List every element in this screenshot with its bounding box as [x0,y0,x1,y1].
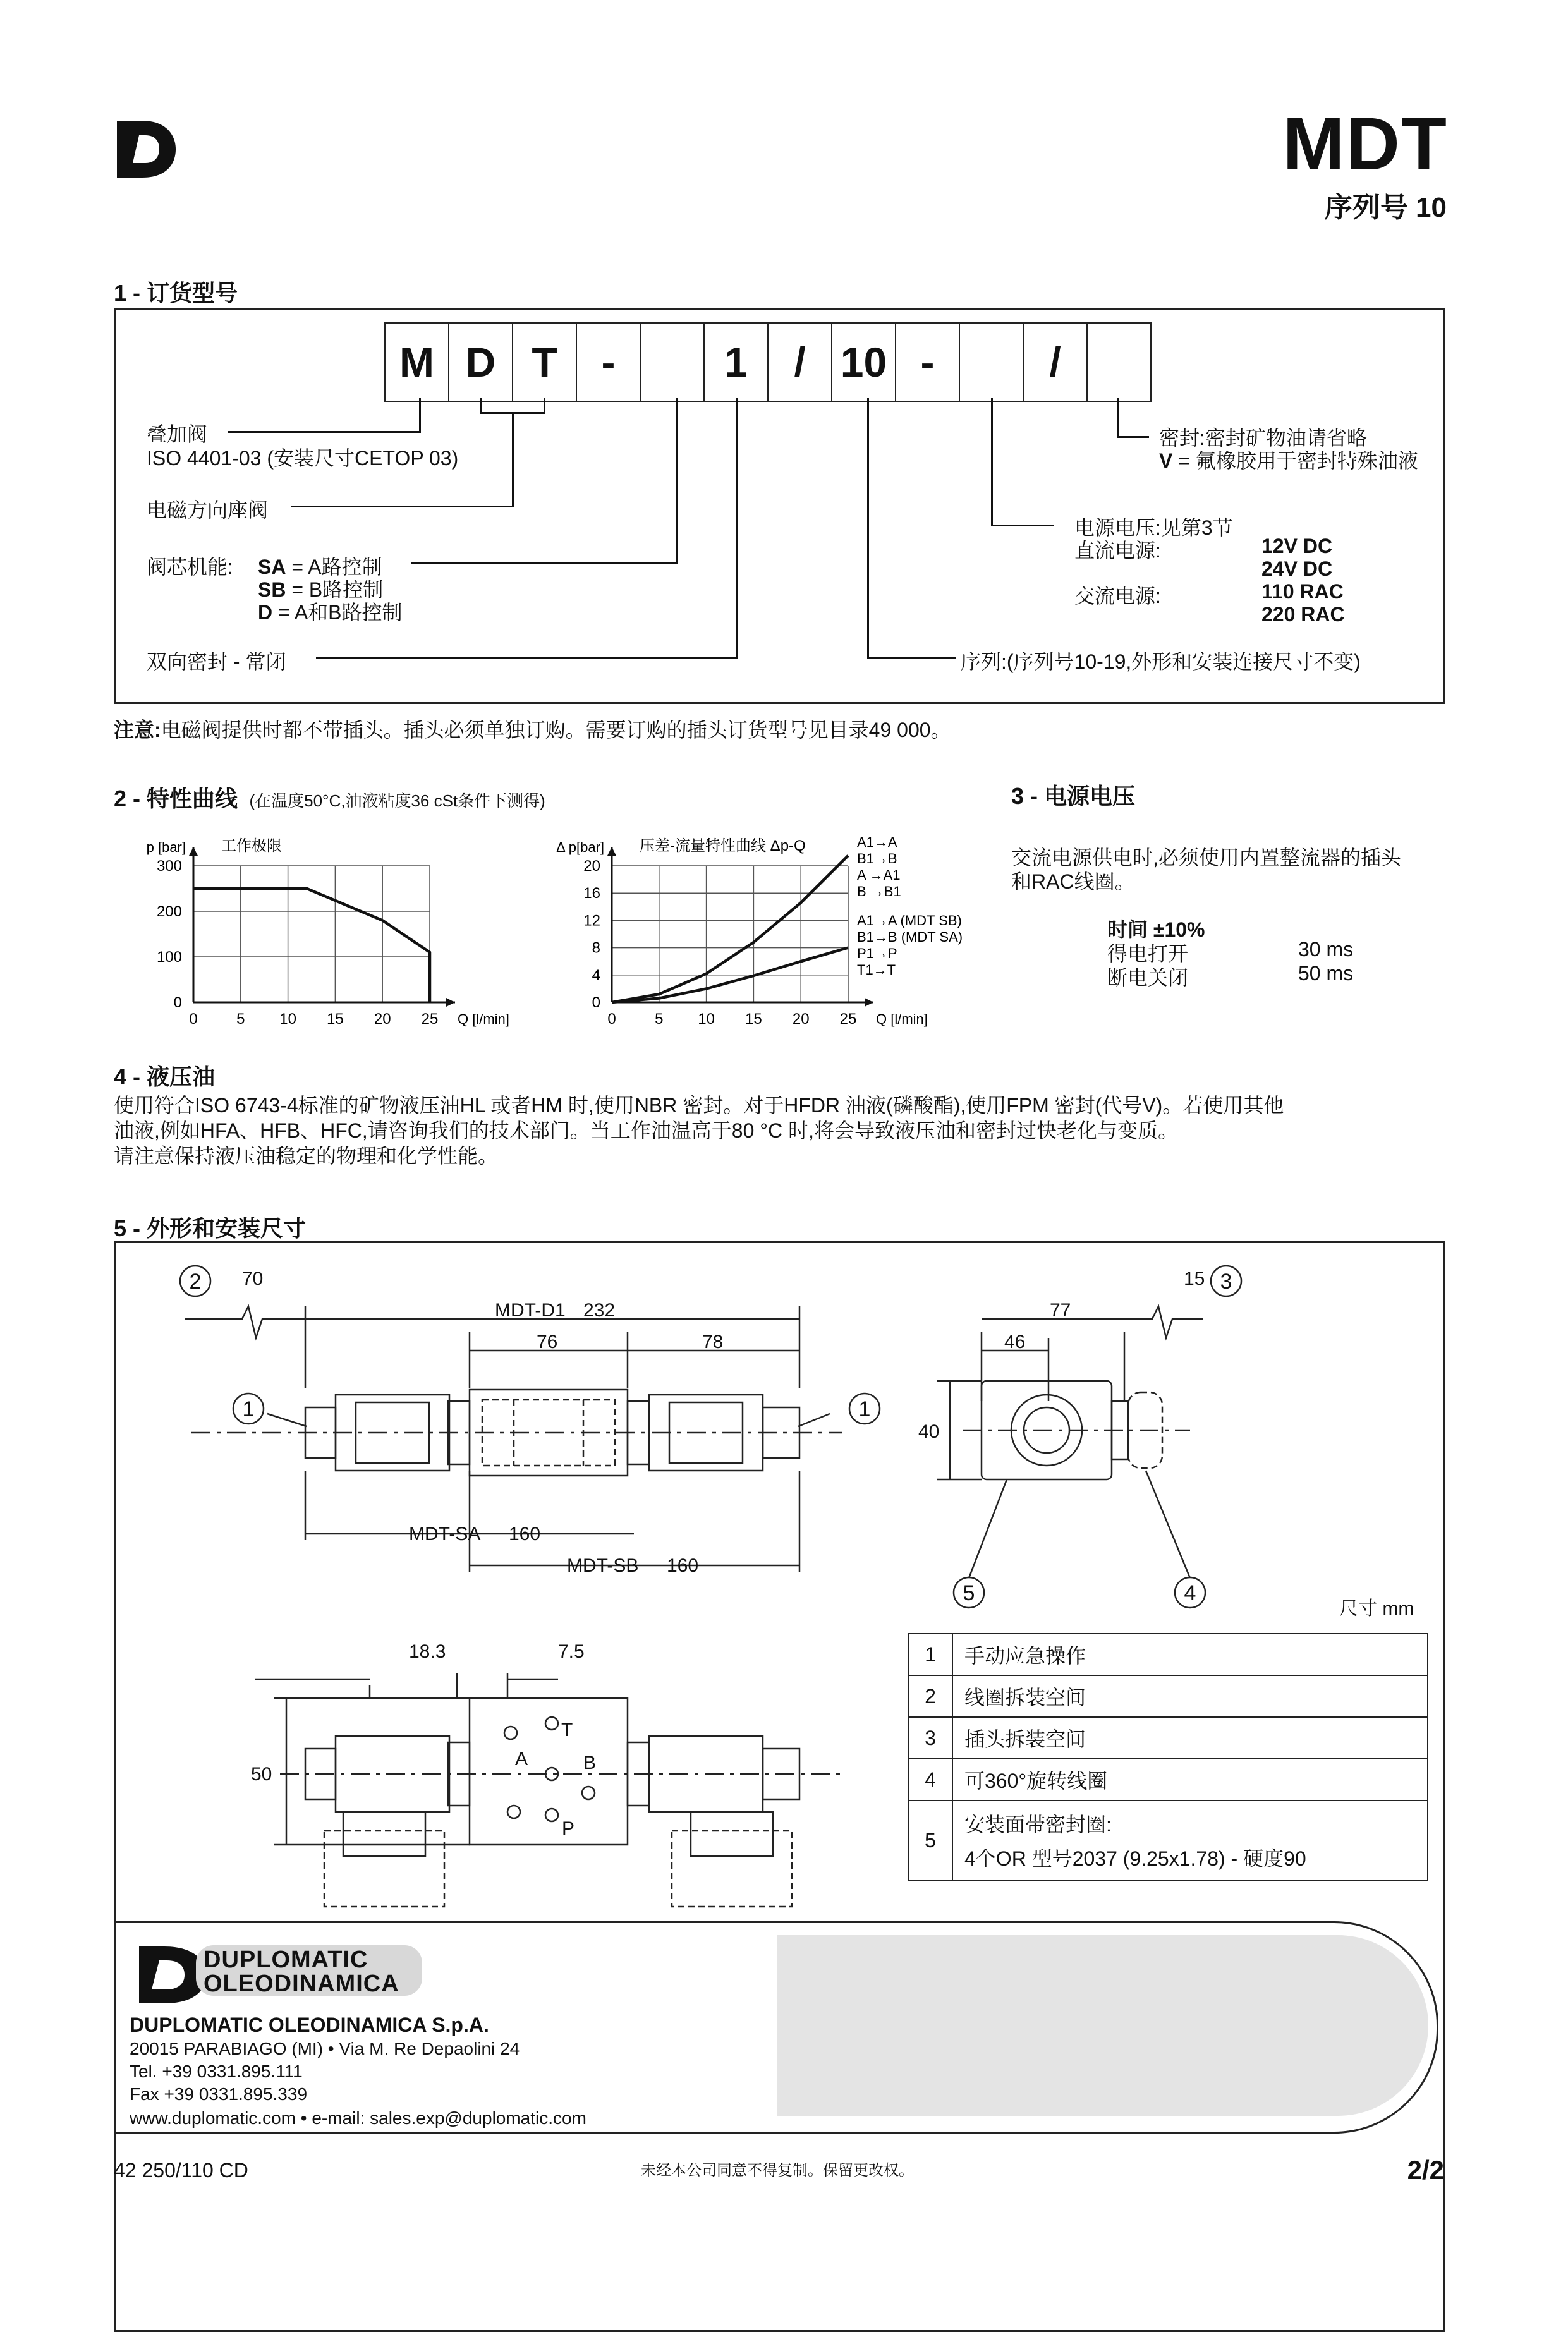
code-cell: M [384,322,449,402]
x-tick-label: 25 [421,1011,439,1028]
legend-text-multiline: 安装面带密封圈: 4个OR 型号2037 (9.25x1.78) - 硬度90 [952,1801,1428,1880]
legend-entry: P1→P [857,945,897,961]
legend-num: 5 [908,1801,952,1880]
logo-line1: DUPLOMATIC [204,1946,368,1973]
legend-text: 插头拆装空间 [952,1717,1428,1759]
x-tick-label: 20 [374,1011,391,1028]
callout-numbers [190,1270,1232,1605]
dim-46: 46 [1004,1332,1026,1352]
legend-entry: A1→A (MDT SB) [857,913,962,928]
code-cell: - [576,322,641,402]
series-line [193,889,430,1002]
x-axis-label: Q [l/min] [876,1011,928,1027]
order-note: 注意:电磁阀提供时都不带插头。插头必须单独订购。需要订购的插头订货型号见目录49 000。 [114,719,951,741]
on-value: 30 ms [1298,938,1354,961]
section1-title: 1 - 订货型号 [114,280,238,306]
label-subplate-iso: ISO 4401-03 (安装尺寸CETOP 03) [147,447,459,470]
footer-web: www.duplomatic.com • e-mail: sales.exp@duplomatic.com [130,2108,586,2128]
callout-1b: 1 [858,1397,871,1421]
x-tick-label: 15 [327,1011,344,1028]
dim-160b: 160 [667,1555,699,1576]
legend-row [908,1801,1428,1880]
dim-mdt-sb: MDT-SB [567,1555,639,1576]
value-ac-220: 220 RAC [1261,603,1345,626]
working-limit-chart [120,822,537,1036]
label-dc: 直流电源: [1074,539,1161,562]
x-axis-label: Q [l/min] [458,1011,509,1027]
legend-row [908,1675,1428,1717]
dim-15: 15 [1184,1268,1205,1289]
off-value: 50 ms [1298,962,1354,985]
dim-76: 76 [537,1332,558,1352]
code-cell: 10 [831,322,896,402]
code-cell: / [1023,322,1088,402]
legend-entry: T1→T [857,962,896,978]
port-t: T [561,1720,573,1740]
footer-gray-panel [777,1935,1428,2116]
code-cell: 1 [703,322,769,402]
x-axis-arrow [446,998,455,1007]
legend-entry: B1→B (MDT SA) [857,929,963,945]
legend-num: 4 [908,1759,952,1801]
legend-num: 3 [908,1717,952,1759]
section4-line3: 请注意保持液压油稳定的物理和化学性能。 [114,1145,499,1167]
label-spool-d: D = A和B路控制 [258,601,403,624]
y-axis-label: p [bar] [146,839,186,855]
y-tick-label: 0 [592,994,600,1011]
port-b: B [583,1752,597,1773]
dim-40: 40 [918,1421,940,1442]
label-spool-sa: SA = A路控制 [258,556,382,578]
x-axis-arrow [865,998,873,1007]
y-tick-label: 0 [173,994,182,1011]
legend-row [908,1634,1428,1675]
footer-address: 20015 PARABIAGO (MI) • Via M. Re Depaolini 24 [130,2039,520,2058]
legend-num: 1 [908,1634,952,1675]
x-tick-label: 25 [839,1011,857,1028]
dim-18-3: 18.3 [409,1641,446,1662]
label-seal-option: 密封:密封矿物油请省略 [1159,427,1367,449]
legend-num: 2 [908,1675,952,1717]
callout-2: 2 [189,1270,202,1294]
page-number: 2/2 [1407,2155,1444,2185]
legend-entry: B1→B [857,851,897,866]
label-spool-title: 阀芯机能: [147,556,233,578]
label-seal-closed: 双向密封 - 常闭 [147,650,286,673]
dim-160a: 160 [509,1524,541,1545]
dim-50: 50 [251,1764,272,1785]
section4-line1: 使用符合ISO 6743-4标准的矿物液压油HL 或者HM 时,使用NBR 密封。对于HFDR 油液(磷酸酯),使用FPM 密封(代号V)。若使用其他 [114,1094,1284,1117]
y-tick-label: 16 [583,885,600,902]
y-tick-label: 12 [583,912,600,930]
label-spool-sb: SB = B路控制 [258,578,384,601]
value-dc-24v: 24V DC [1261,557,1333,580]
x-tick-label: 10 [279,1011,296,1028]
y-tick-label: 20 [583,858,600,875]
footer-company: DUPLOMATIC OLEODINAMICA S.p.A. [130,2013,489,2036]
dim-70: 70 [242,1268,264,1289]
doc-code: 42 250/110 CD [114,2159,248,2182]
section3-text1: 交流电源供电时,必须使用内置整流器的插头 [1011,846,1401,869]
model-title: MDT [1282,102,1448,186]
logo-line2: OLEODINAMICA [204,1971,399,1997]
callout-5: 5 [963,1581,975,1605]
section5-title: 5 - 外形和安装尺寸 [114,1215,307,1241]
section3-text2: 和RAC线圈。 [1011,870,1135,893]
footer-fax: Fax +39 0331.895.339 [130,2084,308,2104]
series-line [612,856,848,1002]
dim-mdt-d1: MDT-D1 [495,1300,566,1321]
dim-77: 77 [1050,1300,1071,1321]
label-ac: 交流电源: [1074,585,1161,607]
legend-entry: B →B1 [857,884,901,899]
callout-3: 3 [1220,1270,1232,1294]
section4-line2: 油液,例如HFA、HFB、HFC,请咨询我们的技术部门。当工作油温高于80 °C 时,将会导致液压油和密封过快老化与变质。 [114,1119,1178,1142]
x-tick-label: 0 [607,1011,616,1028]
dim-232: 232 [583,1300,616,1321]
label-series-note: 序列:(序列号10-19,外形和安装连接尺寸不变) [961,650,1361,673]
callout-1a: 1 [242,1397,255,1421]
time-header: 时间 ±10% [1107,918,1205,941]
code-cell [640,322,705,402]
chart-title: 工作极限 [221,837,282,854]
x-tick-label: 0 [189,1011,198,1028]
label-solenoid: 电磁方向座阀 [147,499,269,521]
label-seal-v: V = 氟橡胶用于密封特殊油液 [1159,449,1418,472]
y-axis-arrow [607,847,616,856]
y-axis-arrow [189,847,198,856]
label-voltage-title: 电源电压:见第3节 [1074,516,1233,539]
y-axis-label: Δ p[bar] [556,839,604,855]
legend-text: 线圈拆装空间 [952,1675,1428,1717]
callout-legend-table [908,1633,1428,1881]
port-a: A [515,1749,528,1770]
legend-row [908,1717,1428,1759]
legend-text: 手动应急操作 [952,1634,1428,1675]
y-tick-label: 8 [592,939,600,957]
dim-7-5: 7.5 [558,1641,585,1662]
value-ac-110: 110 RAC [1261,580,1344,603]
section3-title: 3 - 电源电压 [1011,783,1136,809]
y-tick-label: 4 [592,966,600,984]
y-tick-label: 300 [156,858,182,875]
code-cell [959,322,1024,402]
code-cell [1086,322,1152,402]
section2-heading: 2 - 特性曲线 (在温度50°C,油液粘度36 cSt条件下测得) [114,786,545,811]
copyright-note: 未经本公司同意不得复制。保留更改权。 [641,2162,914,2179]
series-subtitle: 序列号 10 [1324,192,1447,223]
x-tick-label: 10 [698,1011,715,1028]
label-subplate: 叠加阀 [147,423,208,446]
value-dc-12v: 12V DC [1261,535,1333,557]
y-tick-label: 100 [156,949,182,966]
on-label: 得电打开 [1107,942,1189,965]
x-tick-label: 5 [236,1011,245,1028]
code-cell: - [895,322,960,402]
legend-row [908,1759,1428,1801]
y-tick-label: 200 [156,903,182,920]
port-p: P [562,1818,575,1839]
units-label: 尺寸 mm [1339,1598,1414,1619]
code-cell: / [767,322,832,402]
code-cell: D [448,322,513,402]
callout-4: 4 [1184,1581,1196,1605]
legend-text: 可360°旋转线圈 [952,1759,1428,1801]
x-tick-label: 20 [792,1011,810,1028]
x-tick-label: 15 [745,1011,762,1028]
chart-title: 压差-流量特性曲线 Δp-Q [640,837,806,854]
brand-logo-mark [114,118,177,181]
section4-title: 4 - 液压油 [114,1064,216,1090]
off-label: 断电关闭 [1107,966,1189,989]
dim-mdt-sa: MDT-SA [409,1524,481,1545]
dim-78: 78 [702,1332,724,1352]
legend-entry: A →A1 [857,867,901,883]
legend-entry: A1→A [857,834,897,850]
footer-logo [126,1934,430,2003]
code-cell: T [512,322,577,402]
x-tick-label: 5 [655,1011,664,1028]
footer-tel: Tel. +39 0331.895.111 [130,2062,303,2081]
pressure-drop-chart [537,822,992,1036]
